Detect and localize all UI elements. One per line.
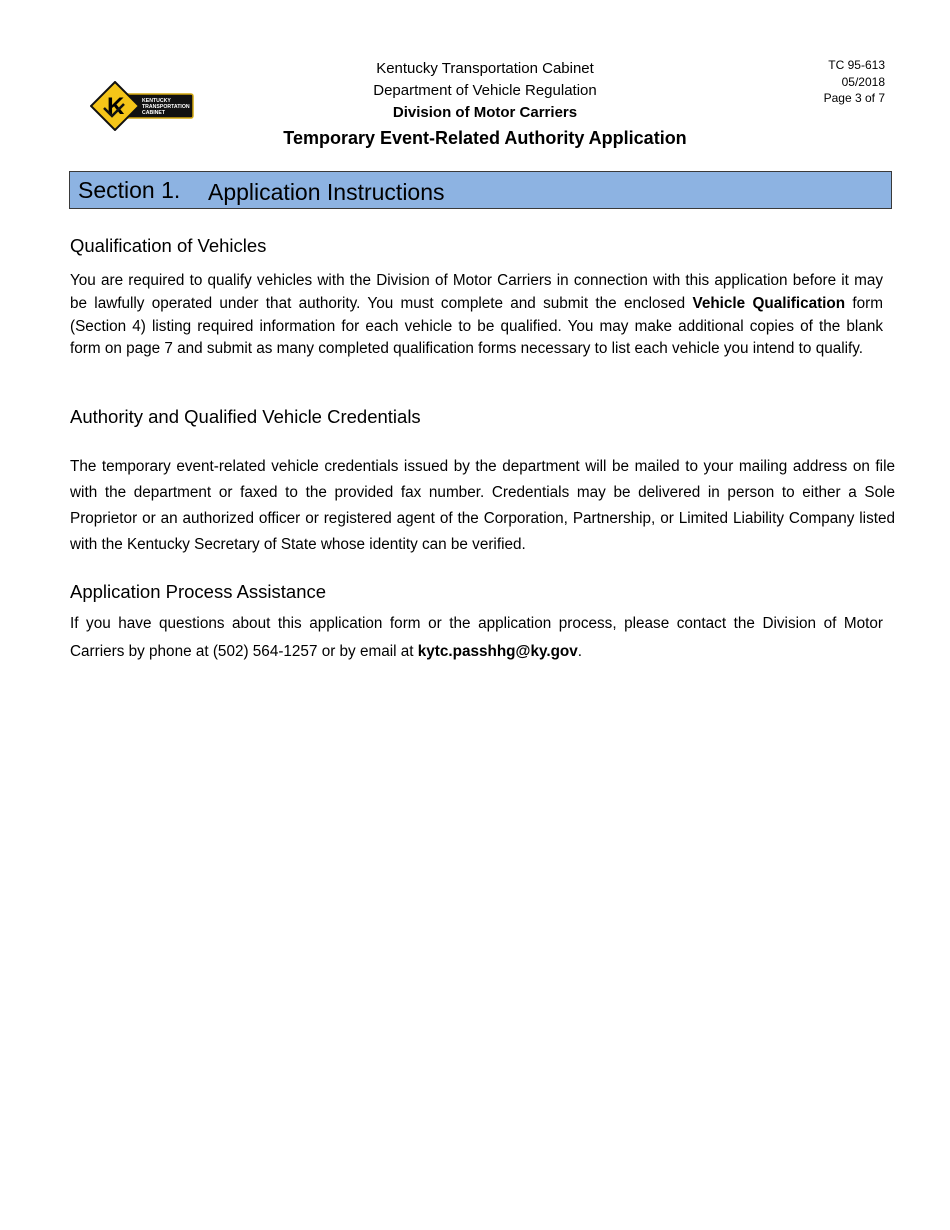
form-date: 05/2018	[841, 74, 885, 89]
credentials-heading: Authority and Qualified Vehicle Credentials	[70, 406, 421, 427]
assistance-heading: Application Process Assistance	[70, 581, 327, 602]
document-title: Temporary Event-Related Authority Application	[283, 128, 687, 148]
form-meta	[824, 57, 885, 107]
qualification-heading: Qualification of Vehicles	[70, 235, 267, 256]
email-link[interactable]: kytc.passhhg@ky.gov	[417, 642, 578, 660]
document-header	[235, 58, 735, 152]
assistance-paragraph	[70, 610, 883, 665]
kentucky-transportation-cabinet-logo	[90, 81, 195, 131]
logo-text-line-1: KENTUCKY	[142, 98, 171, 104]
form-number: TC 95-613	[828, 58, 885, 72]
section-number: Section 1.	[78, 177, 181, 203]
header-division: Division of Motor Carriers	[392, 104, 578, 121]
logo-text-line-3: CABINET	[142, 110, 166, 116]
qualification-text-a: You are required to qualify vehicles with the Division of Motor Carriers in connection with this application before it may be lawfully operated under that authority. You must complete and submit the enclosed	[70, 272, 883, 312]
section-title: Application Instructions	[208, 179, 445, 205]
logo-text-line-2: TRANSPORTATION	[142, 104, 190, 110]
qualification-paragraph	[70, 270, 883, 361]
section-header-bar	[69, 171, 892, 209]
credentials-paragraph: The temporary event-related vehicle credentials issued by the department will be mailed to your mailing address on file with the department or faxed to the provided fax number. Credentials may be delivered in person to either a Sole Proprietor or an authorized officer or registered agent of the Corporation, Partnership, or Limited Liability Company listed with the Kentucky Secretary of State whose identity can be verified.	[70, 458, 895, 553]
logo-letter: K	[107, 93, 125, 120]
header-cabinet: Kentucky Transportation Cabinet	[376, 60, 594, 77]
page-number: Page 3 of 7	[823, 91, 885, 105]
vehicle-qualification-term: Vehicle Qualification	[692, 294, 846, 312]
header-department: Department of Vehicle Regulation	[373, 82, 597, 99]
qualification-text-b: form (Section 4) listing required information for each vehicle to be qualified. You may make additional copies of the blank form on page 7 and submit as many completed qualification forms necessary to list each vehicle you intend to qualify.	[70, 294, 883, 358]
assistance-end: .	[577, 642, 583, 660]
assistance-text: If you have questions about this application form or the application process, please contact the Division of Motor Carriers by phone at (502) 564-1257 or by email at	[70, 615, 883, 660]
